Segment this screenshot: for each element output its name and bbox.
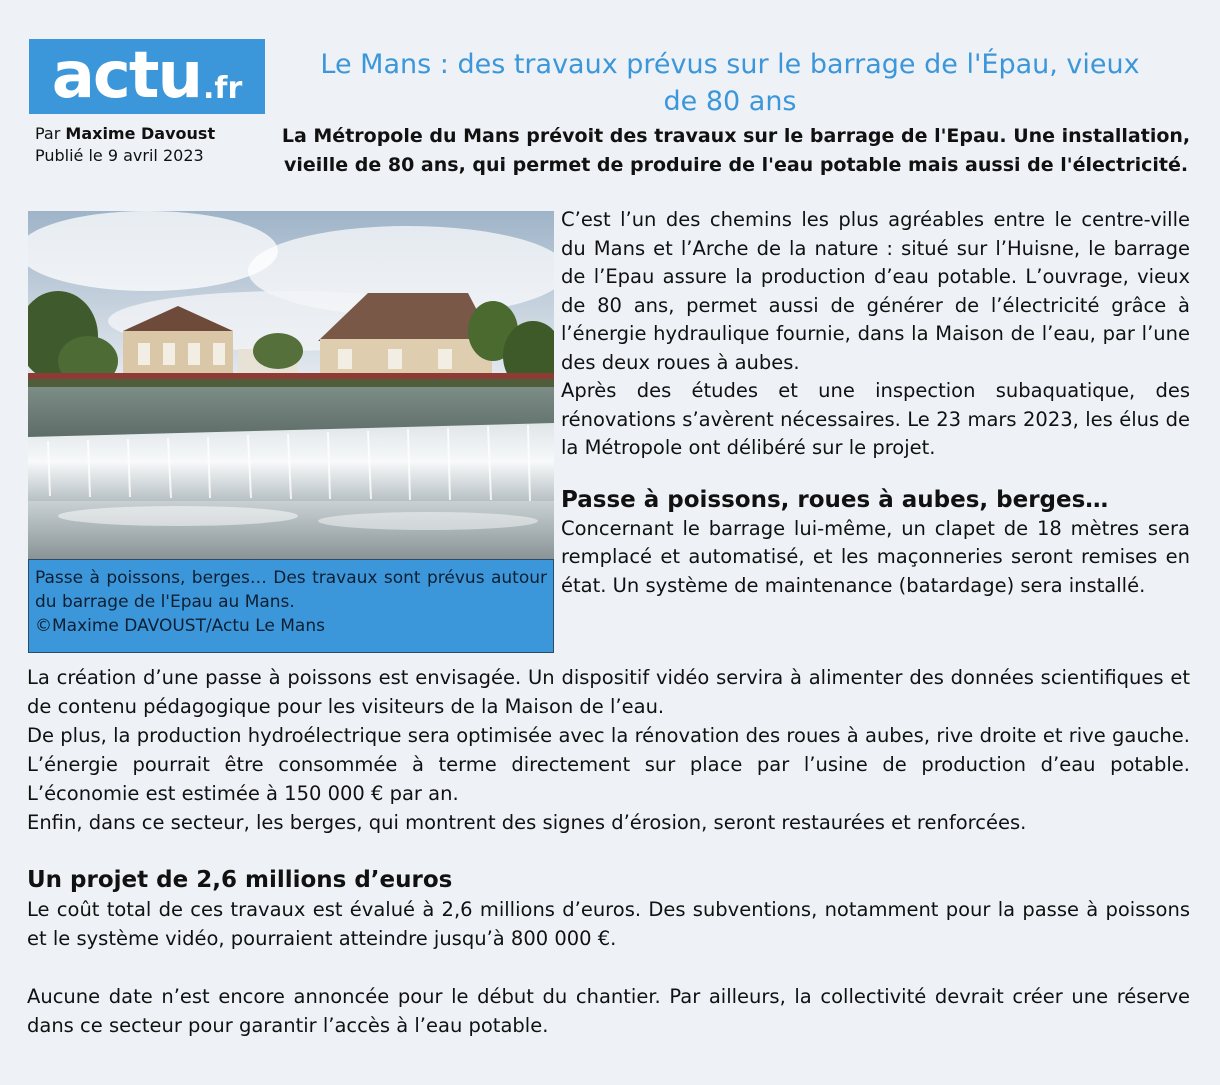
section1-paragraph-4: Enfin, dans ce secteur, les berges, qui montrent des signes d’érosion, seront restaurées et renforcées.: [27, 811, 1027, 834]
article-lede: La Métropole du Mans prévoit des travaux sur le barrage de l'Epau. Une installation, vieille de 80 ans, qui permet de produire de l'eau potable mais aussi de l'électricité.: [281, 125, 1191, 176]
section2-paragraph-2: Aucune date n’est encore annoncée pour le début du chantier. Par ailleurs, la collectivité devrait créer une réserve dans ce secteur pour garantir l’accès à l’eau potable.: [27, 985, 1190, 1037]
section1-paragraph-2: La création d’une passe à poissons est envisagée. Un dispositif vidéo servira à alimenter des données scientifiques et de contenu pédagogique pour les visiteurs de la Maison de l’eau.: [27, 666, 1190, 718]
caption-credit: ©Maxime DAVOUST/Actu Le Mans: [35, 616, 325, 636]
caption-text: Passe à poissons, berges… Des travaux sont prévus autour du barrage de l'Epau au Mans.: [35, 568, 547, 612]
article-body-top: [561, 206, 1190, 600]
byline: [35, 123, 215, 167]
section-heading-budget: Un projet de 2,6 millions d’euros: [27, 867, 453, 893]
photo-caption: [28, 559, 554, 653]
byline-par: Par: [35, 124, 61, 143]
dam-photo-illustration: [28, 211, 554, 559]
section-heading-fish-pass: Passe à poissons, roues à aubes, berges…: [561, 486, 1109, 513]
logo-wordmark: actu: [51, 39, 202, 113]
intro-paragraph-2: Après des études et une inspection subaquatique, des rénovations s’avèrent nécessaires. Le 23 mars 2023, les élus de la Métropole ont délibéré sur le projet.: [561, 379, 1190, 459]
intro-paragraph-1: C’est l’un des chemins les plus agréables entre le centre-ville du Mans et l’Arche de la nature : situé sur l’Huisne, le barrage de l’Epau assure la production d’eau potable. L’ouvrage, vieux de 80 ans, permet aussi de générer de l’électricité grâce à l’énergie hydraulique fournie, dans la Maison de l’eau, par l’une des deux roues à aubes.: [561, 208, 1190, 374]
article-title: Le Mans : des travaux prévus sur le barrage de l'Épau, vieux de 80 ans: [320, 49, 1140, 117]
section1-paragraph-3: De plus, la production hydroélectrique sera optimisée avec la rénovation des roues à aubes, rive droite et rive gauche. L’énergie pourrait être consommée à terme directement sur place par l’usine de production d’eau potable. L’économie est estimée à 150 000 € par an.: [27, 724, 1190, 805]
site-logo[interactable]: [29, 39, 265, 114]
article-body-bottom: [27, 865, 1190, 1040]
article-body-middle: [27, 663, 1190, 837]
author-name[interactable]: Maxime Davoust: [65, 124, 216, 143]
logo-tld: .fr: [203, 71, 243, 106]
section2-paragraph-1: Le coût total de ces travaux est évalué à 2,6 millions d’euros. Des subventions, notamment pour la passe à poissons et le système vidéo, pourraient atteindre jusqu’à 800 000 €.: [27, 898, 1190, 950]
publish-date: Publié le 9 avril 2023: [35, 146, 204, 165]
article-photo: [28, 211, 554, 559]
section1-paragraph-1: Concernant le barrage lui-même, un clapet de 18 mètres sera remplacé et automatisé, et les maçonneries seront remises en état. Un système de maintenance (batardage) sera installé.: [561, 516, 1190, 597]
